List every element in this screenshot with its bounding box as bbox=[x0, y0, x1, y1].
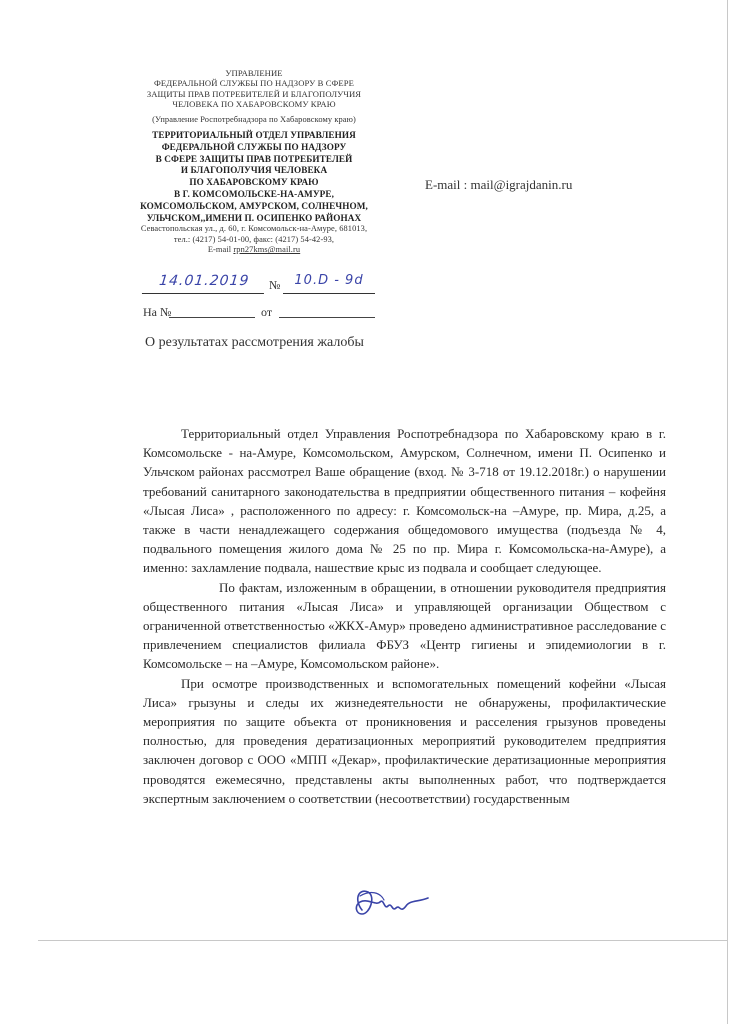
body-paragraph: По фактам, изложенным в обращении, в отношении руководителя предприятия общественного питания «Лысая Лиса» и управляющей организации Обществом с ограниченной ответственностью «ЖКХ-Амур» проведено административное расследование с привлечением специалистов филиала ФБУЗ «Центр гигиены и эпидемиологии в г. Комсомольске – на –Амуре, Комсомольском районе». bbox=[143, 579, 666, 672]
dept-line: И БЛАГОПОЛУЧИЯ ЧЕЛОВЕКА bbox=[180, 165, 328, 176]
dept-line: ПО ХАБАРОВСКОМУ КРАЮ bbox=[189, 177, 319, 188]
org-line: ЧЕЛОВЕКА ПО ХАБАРОВСКОМУ КРАЮ bbox=[172, 99, 336, 110]
dept-line: КОМСОМОЛЬСКОМ, АМУРСКОМ, СОЛНЕЧНОМ, bbox=[140, 200, 368, 211]
outgoing-number: 10.D - 9d bbox=[283, 273, 375, 294]
org-line: ЗАЩИТЫ ПРАВ ПОТРЕБИТЕЛЕЙ И БЛАГОПОЛУЧИЯ bbox=[146, 88, 362, 99]
address: Севастопольская ул., д. 60, г. Комсомольск-на-Амуре, 681013, bbox=[140, 224, 368, 234]
letter-subject: О результатах рассмотрения жалобы bbox=[145, 335, 364, 350]
incoming-number-label: На № bbox=[143, 305, 172, 319]
org-email bbox=[118, 245, 390, 255]
outgoing-date: 14.01.2019 bbox=[142, 273, 266, 294]
org-line: ФЕДЕРАЛЬНОЙ СЛУЖБЫ ПО НАДЗОРУ В СФЕРЕ bbox=[153, 78, 354, 89]
outgoing-reference bbox=[143, 274, 375, 294]
dept-line: ТЕРРИТОРИАЛЬНЫЙ ОТДЕЛ УПРАВЛЕНИЯ bbox=[152, 130, 356, 141]
body-paragraph: Территориальный отдел Управления Роспотребнадзора по Хабаровскому краю в г. Комсомольске - на-Амуре, Комсомольском, Амурском, Солнечном, имени П. Осипенко и Ульчском районах рассмотрел Ваше обращение (вход. № 3-718 от 19.12.2018г.) о нарушении требований санитарного законодательства в предприятии общественного питания – кофейня «Лысая Лиса» , расположенного по адресу: г. Комсомольск-на –Амуре, пр. Мира, д.25, а также в части ненадлежащего содержания общедомового имущества (подъезда № 4, подвального помещения жилого дома № 25 по пр. Мира г. Комсомольска-на-Амуре), а именно: захламление подвала, нашествие крыс из подвала и сообщает следующее. bbox=[143, 426, 666, 576]
recipient-email: E-mail : mail@igrajdanin.ru bbox=[425, 177, 573, 192]
org-line: УПРАВЛЕНИЕ bbox=[225, 68, 283, 78]
incoming-number-blank bbox=[169, 305, 255, 318]
handwritten-signature bbox=[340, 880, 432, 928]
dept-line: В СФЕРЕ ЗАЩИТЫ ПРАВ ПОТРЕБИТЕЛЕЙ bbox=[155, 153, 353, 164]
dept-line: УЛЬЧСКОМ,,ИМЕНИ П. ОСИПЕНКО РАЙОНАХ bbox=[146, 212, 362, 223]
org-email-value: rpn27kms@mail.ru bbox=[233, 245, 301, 255]
incoming-date-blank bbox=[279, 305, 375, 318]
dept-line: В Г. КОМСОМОЛЬСКЕ-НА-АМУРЕ, bbox=[173, 189, 335, 200]
page-edge-right bbox=[727, 0, 728, 1024]
incoming-date-label: от bbox=[261, 305, 273, 319]
body-paragraph: При осмотре производственных и вспомогательных помещений кофейни «Лысая Лиса» грызуны и следы их жизнедеятельности не обнаружены, профилактические мероприятия по защите объекта от проникновения и расселения грызунов проведены полностью, для проведения дератизационных мероприятий руководителем предприятия заключен договор с ООО «МПП «Декар», профилактические дератизационные мероприятия проводятся ежемесячно, представлены акты выполненных работ, что подтверждается экспертным заключением о соответствии (несоответствии) государственным bbox=[143, 675, 666, 806]
letter-body bbox=[143, 424, 666, 808]
letterhead bbox=[118, 68, 390, 256]
dept-line: ФЕДЕРАЛЬНОЙ СЛУЖБЫ ПО НАДЗОРУ bbox=[161, 141, 347, 152]
phones: тел.: (4217) 54-01-00, факс: (4217) 54-42-93, bbox=[173, 234, 335, 244]
org-email-label: E-mail bbox=[207, 245, 234, 255]
org-short-name: (Управление Роспотребнадзора по Хабаровскому краю) bbox=[152, 114, 356, 124]
page-edge-bottom bbox=[38, 940, 728, 941]
incoming-reference bbox=[143, 305, 375, 321]
outgoing-number-label: № bbox=[269, 278, 281, 292]
